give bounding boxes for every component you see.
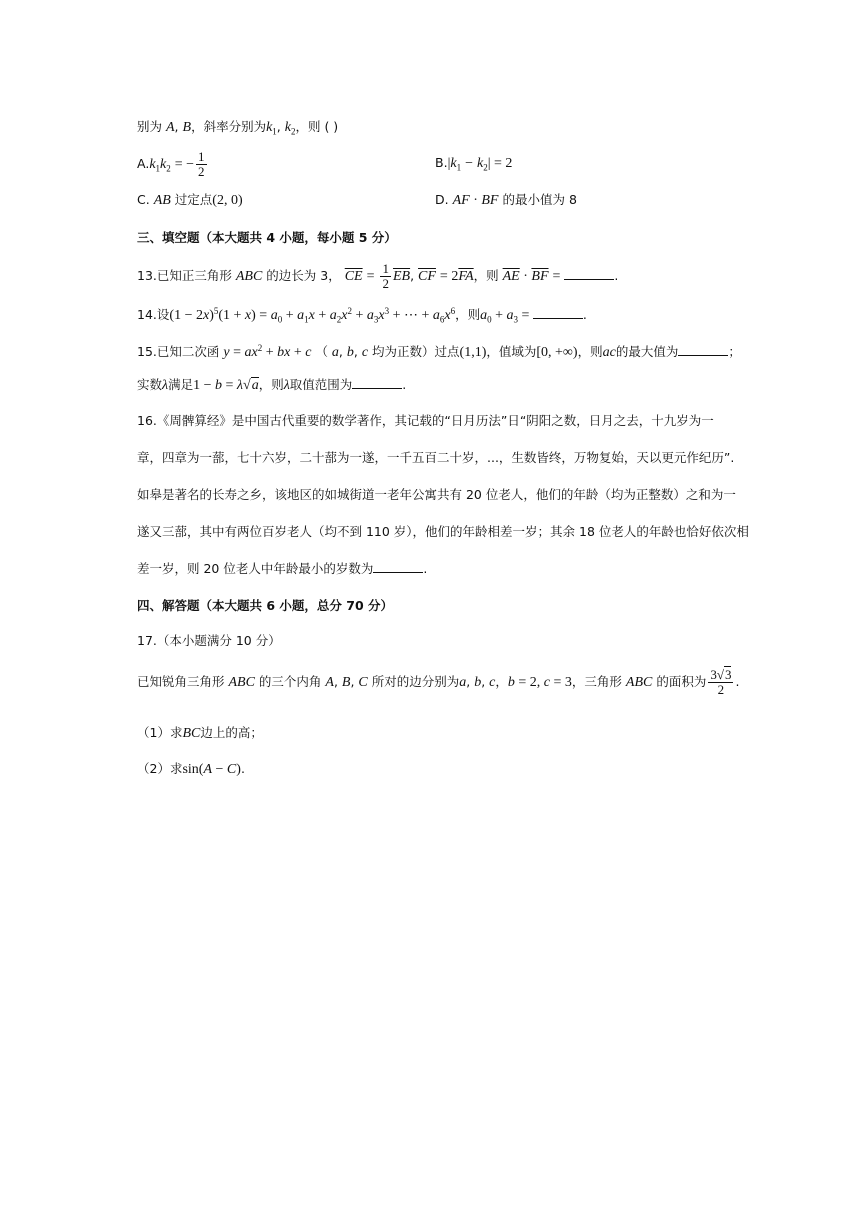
q15-text: （ (311, 344, 332, 360)
q12-text: 别为 (137, 119, 166, 134)
q17-part-2: （2）求sin(A − C). (137, 761, 245, 777)
q15-text: 实数 (137, 377, 163, 392)
q15-text: ； (728, 344, 741, 360)
q12-text: ，则 ( ) (295, 119, 339, 134)
answer-blank[interactable] (678, 343, 728, 356)
q15-text: 的最大值为 (615, 344, 679, 360)
option-label: C. (137, 192, 150, 207)
q15-text: . (402, 377, 407, 392)
q14-text: 设 (156, 307, 170, 323)
q15-line-1: 15.已知二次函 $y = ax^2$ + bx + c （ a, b, c 均为正数）过点(1,1)，值域为[0, +∞)，则ac的最大值为 ； (137, 343, 741, 361)
q17-text: 边上的高； (200, 725, 263, 740)
q16-text: . (423, 561, 428, 576)
answer-blank[interactable] (373, 560, 423, 573)
answer-blank[interactable] (533, 306, 583, 319)
q17-stem: 已知锐角三角形 ABC 的三个内角 A, B, C 所对的边分别为a, b, c，b = 2, c = 3，三角形 ABC 的面积为 $\frac{3√3}{2}$ . (137, 667, 740, 697)
q14-text: ，则 (455, 307, 481, 323)
q17-text: ，三角形 (571, 674, 626, 689)
q16-line-3: 如皋是著名的长寿之乡，该地区的如城街道一老年公寓共有 20 位老人，他们的年龄（均为正整数）之和为一 (137, 487, 736, 502)
q16-text: 差一岁，则 20 位老人中年龄最小的岁数为 (137, 561, 374, 576)
q17-text: （2）求 (137, 761, 183, 776)
answer-blank[interactable] (564, 267, 614, 280)
q12-text: ，斜率分别为 (191, 119, 267, 134)
q13-text: . (614, 268, 619, 283)
q17-text: 已知锐角三角形 (137, 674, 229, 689)
q14: 14.设$(1 - 2x)^5(1 + x) = a_0 + a_1x + a_2x^2 + a_3x^3$ + ⋯ + $a_6x^6$，则$a_0 + a_3$ = . (137, 306, 587, 325)
option-text: 过定点 (174, 192, 213, 207)
q16-line-5 (137, 560, 427, 578)
q15-text: 已知二次函 (156, 344, 224, 360)
option-label: B. (435, 155, 448, 170)
q13-text: ，则 (473, 268, 503, 283)
question-number: 15. (137, 344, 157, 360)
question-number: 13. (137, 268, 157, 283)
q16-line-2: 章，四章为一蔀，七十六岁，二十蔀为一遂，一千五百二十岁，...，生数皆终，万物复始，天以更元作纪历”. (137, 450, 735, 465)
answer-blank[interactable] (352, 376, 402, 389)
q15-text: 取值范围为 (289, 377, 353, 392)
q17-text: 的面积为 (652, 674, 707, 689)
q15-text: 均为正数）过点 (368, 344, 460, 360)
q15-text: ，则 (577, 344, 603, 360)
q14-text: . (582, 307, 587, 323)
q16-line-1: 16.《周髀算经》是中国古代重要的数学著作，其记载的“日月历法”日“阴阳之数，日月之去，十九岁为一 (137, 413, 714, 428)
q15-text: 满足 (168, 377, 194, 392)
q12-option-a[interactable]: $A.k_1k_2$ = − $\frac{1}{2}$ (137, 149, 205, 179)
q15-text: ，则 (258, 377, 284, 392)
section-3-title: 三、填空题（本大题共 4 小题，每小题 5 分） (137, 230, 397, 245)
q15-line-2: 实数λ满足1 − b = λ√a，则λ取值范围为 . (137, 377, 407, 393)
question-number: 14. (137, 307, 157, 323)
q17-text: 的三个内角 (254, 674, 326, 689)
q17-text: ， (495, 674, 508, 689)
q17-header: 17.（本小题满分 10 分） (137, 633, 281, 648)
q12-stem-tail: 别为 A, B，斜率分别为$k_1$, $k_2$，则 ( ) (137, 119, 339, 137)
q13-text: 的边长为 3， (262, 268, 341, 283)
q17-part-1: （1）求BC边上的高； (137, 725, 263, 741)
q17-text: 所对的边分别为 (367, 674, 460, 689)
q16-line-4: 遂又三蔀，其中有两位百岁老人（均不到 110 岁），他们的年龄相差一岁；其余 18 位老人的年龄也恰好依次相 (137, 524, 749, 539)
section-4-title: 四、解答题（本大题共 6 小题，总分 70 分） (137, 598, 394, 613)
option-text: 的最小值为 8 (502, 192, 577, 207)
option-label: A. (137, 156, 150, 171)
q17-text: . (735, 674, 740, 689)
q12-option-d[interactable]: D. AF · BF 的最小值为 8 (435, 192, 577, 208)
q15-text: ，值域为 (486, 344, 537, 360)
q12-option-c[interactable]: C. AB 过定点(2, 0) (137, 192, 243, 208)
q13: 13.已知正三角形 ABC 的边长为 3， $\overline{CE}$ = $\frac{1}{2}$ $\overline{EB}$, $\overline{CF} = 2\overline{FA}$，则 $\overline{AE} \cdot \overline{BF}$ = . (137, 261, 619, 291)
q17-text: （1）求 (137, 725, 183, 740)
option-label: D. (435, 192, 449, 207)
q17-text: . (240, 761, 245, 776)
q12-option-b[interactable]: $B.|k_1 - k_2| = 2$ (435, 155, 513, 173)
q13-text: 已知正三角形 (156, 268, 236, 283)
